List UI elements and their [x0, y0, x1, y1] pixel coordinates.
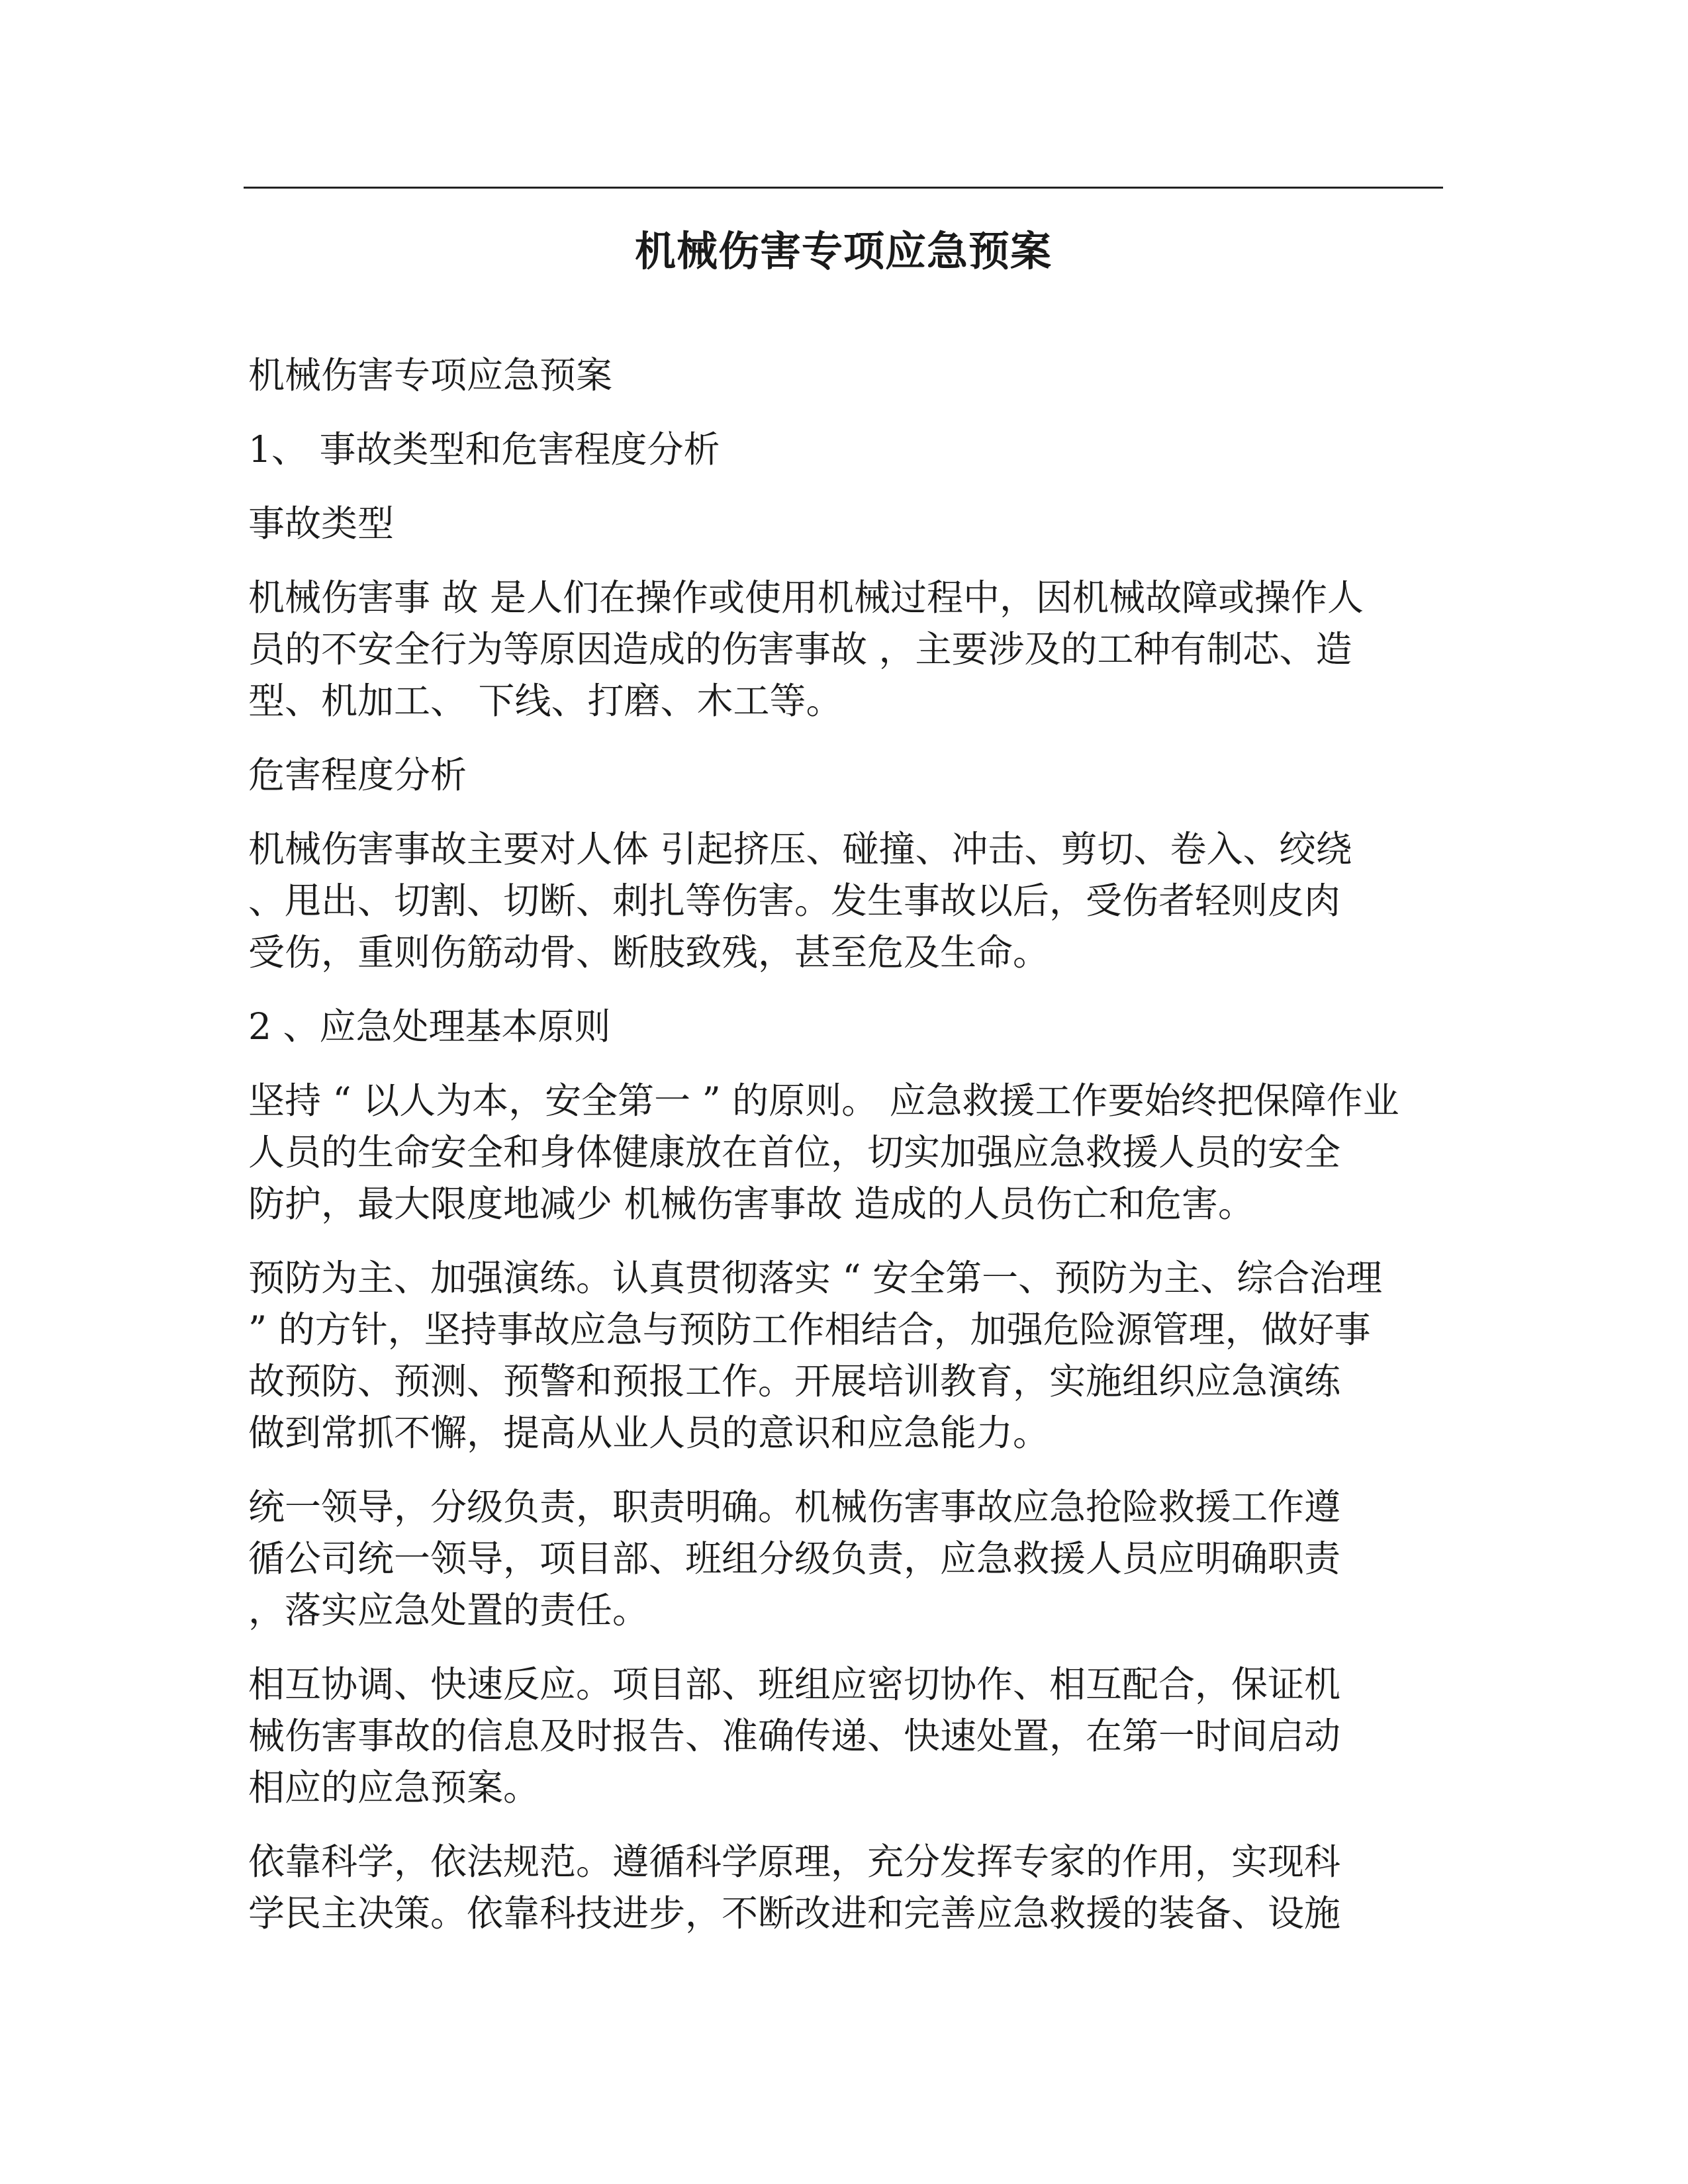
text-line: 1、 事故类型和危害程度分析 — [248, 428, 720, 471]
text-line: 人员的生命安全和身体健康放在首位，切实加强应急救援人员的安全 — [248, 1131, 1341, 1173]
text-line: 预防为主、加强演练。认真贯彻落实 “ 安全第一、预防为主、综合治理 — [248, 1257, 1383, 1299]
subheading-accident-type — [248, 498, 1436, 549]
paragraph-hazard-description — [248, 823, 1436, 978]
text-line: 循公司统一领导，项目部、班组分级负责，应急救援人员应明确职责 — [248, 1537, 1341, 1580]
text-line: 械伤害事故的信息及时报告、准确传递、快速处置，在第一时间启动 — [248, 1715, 1341, 1757]
text-line: 坚持 “ 以人为本，安全第一 ” 的原则。 应急救援工作要始终把保障作业 — [248, 1079, 1399, 1122]
paragraph-principle-unified-leadership — [248, 1481, 1436, 1636]
text-line: 机械伤害事 故 是人们在操作或使用机械过程中，因机械故障或操作人 — [248, 576, 1364, 619]
text-line: 统一领导，分级负责，职责明确。机械伤害事故应急抢险救援工作遵 — [248, 1486, 1341, 1528]
document-body — [248, 349, 1436, 1962]
paragraph-principle-science — [248, 1836, 1436, 1939]
paragraph-accident-description — [248, 572, 1436, 727]
paragraph-principle-coordination — [248, 1659, 1436, 1813]
text-line: 依靠科学，依法规范。遵循科学原理，充分发挥专家的作用，实现科 — [248, 1841, 1341, 1883]
document-title: 机械伤害专项应急预案 — [634, 227, 1052, 275]
paragraph-subtitle — [248, 349, 1436, 401]
text-line: 危害程度分析 — [248, 754, 467, 796]
text-line: ，落实应急处置的责任。 — [248, 1589, 649, 1631]
subheading-hazard-analysis — [248, 749, 1436, 801]
text-line: 防护，最大限度地减少 机械伤害事故 造成的人员伤亡和危害。 — [248, 1183, 1254, 1225]
text-line: 型、机加工、 下线、打磨、木工等。 — [248, 680, 843, 722]
text-line: 学民主决策。依靠科技进步，不断改进和完善应急救援的装备、设施 — [248, 1892, 1341, 1934]
text-line: 2 、应急处理基本原则 — [248, 1005, 611, 1048]
header-rule — [244, 187, 1443, 189]
text-line: 故预防、预测、预警和预报工作。开展培训教育，实施组织应急演练 — [248, 1360, 1341, 1402]
text-line: 受伤，重则伤筋动骨、断肢致残，甚至危及生命。 — [248, 931, 1050, 974]
text-line: 机械伤害事故主要对人体 引起挤压、碰撞、冲击、剪切、卷入、绞绕 — [248, 828, 1352, 870]
paragraph-principle-people-first — [248, 1075, 1436, 1230]
text-line: 相互协调、快速反应。项目部、班组应密切协作、相互配合，保证机 — [248, 1663, 1341, 1706]
text-line: 、甩出、切割、切断、刺扎等伤害。发生事故以后，受伤者轻则皮肉 — [248, 880, 1341, 922]
section-heading-1 — [248, 424, 1436, 475]
text-line: 员的不安全行为等原因造成的伤害事故 ，主要涉及的工种有制芯、造 — [248, 628, 1352, 670]
text-line: 相应的应急预案。 — [248, 1766, 540, 1809]
text-line: ” 的方针，坚持事故应急与预防工作相结合，加强危险源管理，做好事 — [248, 1308, 1371, 1351]
paragraph-principle-prevention — [248, 1252, 1436, 1459]
text-line: 做到常抓不懈，提高从业人员的意识和应急能力。 — [248, 1412, 1050, 1454]
text-line: 机械伤害专项应急预案 — [248, 354, 613, 396]
section-heading-2 — [248, 1001, 1436, 1052]
text-line: 事故类型 — [248, 502, 395, 545]
